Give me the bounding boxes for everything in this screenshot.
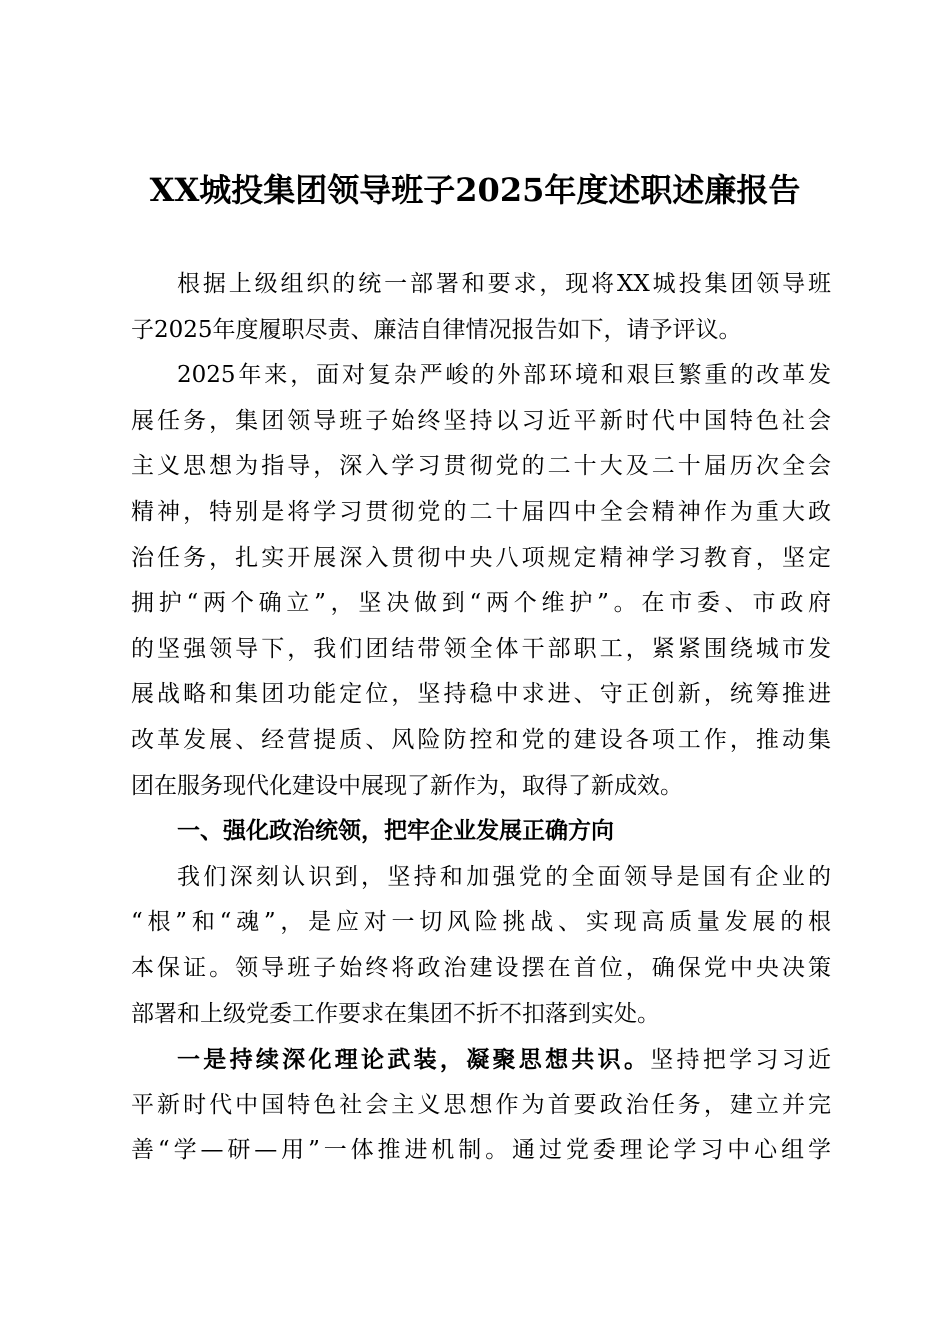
document-body xyxy=(131,262,831,1174)
paragraph-line: 的坚强领导下，我们团结带领全体干部职工，紧紧围绕城市发 xyxy=(131,635,831,662)
paragraph-line: 子2025年度履职尽责、廉洁自律情况报告如下，请予评议。 xyxy=(131,316,742,343)
paragraph-line: 治任务，扎实开展深入贯彻中央八项规定精神学习教育，坚定 xyxy=(131,544,831,571)
paragraph-line: 主义思想为指导，深入学习贯彻党的二十大及二十届历次全会 xyxy=(131,453,831,480)
paragraph-line: 改革发展、经营提质、风险防控和党的建设各项工作，推动集 xyxy=(131,726,831,753)
paragraph-line: 展战略和集团功能定位，坚持稳中求进、守正创新，统筹推进 xyxy=(131,681,831,708)
lead-rest-text: 坚持把学习习近 xyxy=(650,1047,832,1074)
section-heading: 一、强化政治统领，把牢企业发展正确方向 xyxy=(177,818,614,845)
paragraph-line: “根”和“魂”，是应对一切风险挑战、实现高质量发展的根 xyxy=(131,909,831,936)
paragraph-line: 团在服务现代化建设中展现了新作为，取得了新成效。 xyxy=(131,772,683,799)
paragraph-line: 展任务，集团领导班子始终坚持以习近平新时代中国特色社会 xyxy=(131,407,831,434)
paragraph-line: 2025年来，面对复杂严峻的外部环境和艰巨繁重的改革发 xyxy=(177,362,831,389)
paragraph-line: 精神，特别是将学习贯彻党的二十届四中全会精神作为重大政 xyxy=(131,498,831,525)
paragraph-line: 平新时代中国特色社会主义思想作为首要政治任务，建立并完 xyxy=(131,1091,831,1118)
paragraph-line: 根据上级组织的统一部署和要求，现将XX城投集团领导班 xyxy=(177,271,831,297)
paragraph-line: 部署和上级党委工作要求在集团不折不扣落到实处。 xyxy=(131,1000,660,1027)
paragraph-line xyxy=(131,1037,831,1083)
paragraph-line: 我们深刻认识到，坚持和加强党的全面领导是国有企业的 xyxy=(177,863,831,890)
bold-lead-phrase: 一是持续深化理论武装，凝聚思想共识。 xyxy=(177,1046,651,1074)
paragraph-line: 本保证。领导班子始终将政治建设摆在首位，确保党中央决策 xyxy=(131,954,831,981)
document-title: XX城投集团领导班子2025年度述职述廉报告 xyxy=(149,171,801,209)
paragraph-line: 拥护“两个确立”，坚决做到“两个维护”。在市委、市政府 xyxy=(131,590,831,617)
paragraph-line: 善“学—研—用”一体推进机制。通过党委理论学习中心组学 xyxy=(131,1137,831,1164)
